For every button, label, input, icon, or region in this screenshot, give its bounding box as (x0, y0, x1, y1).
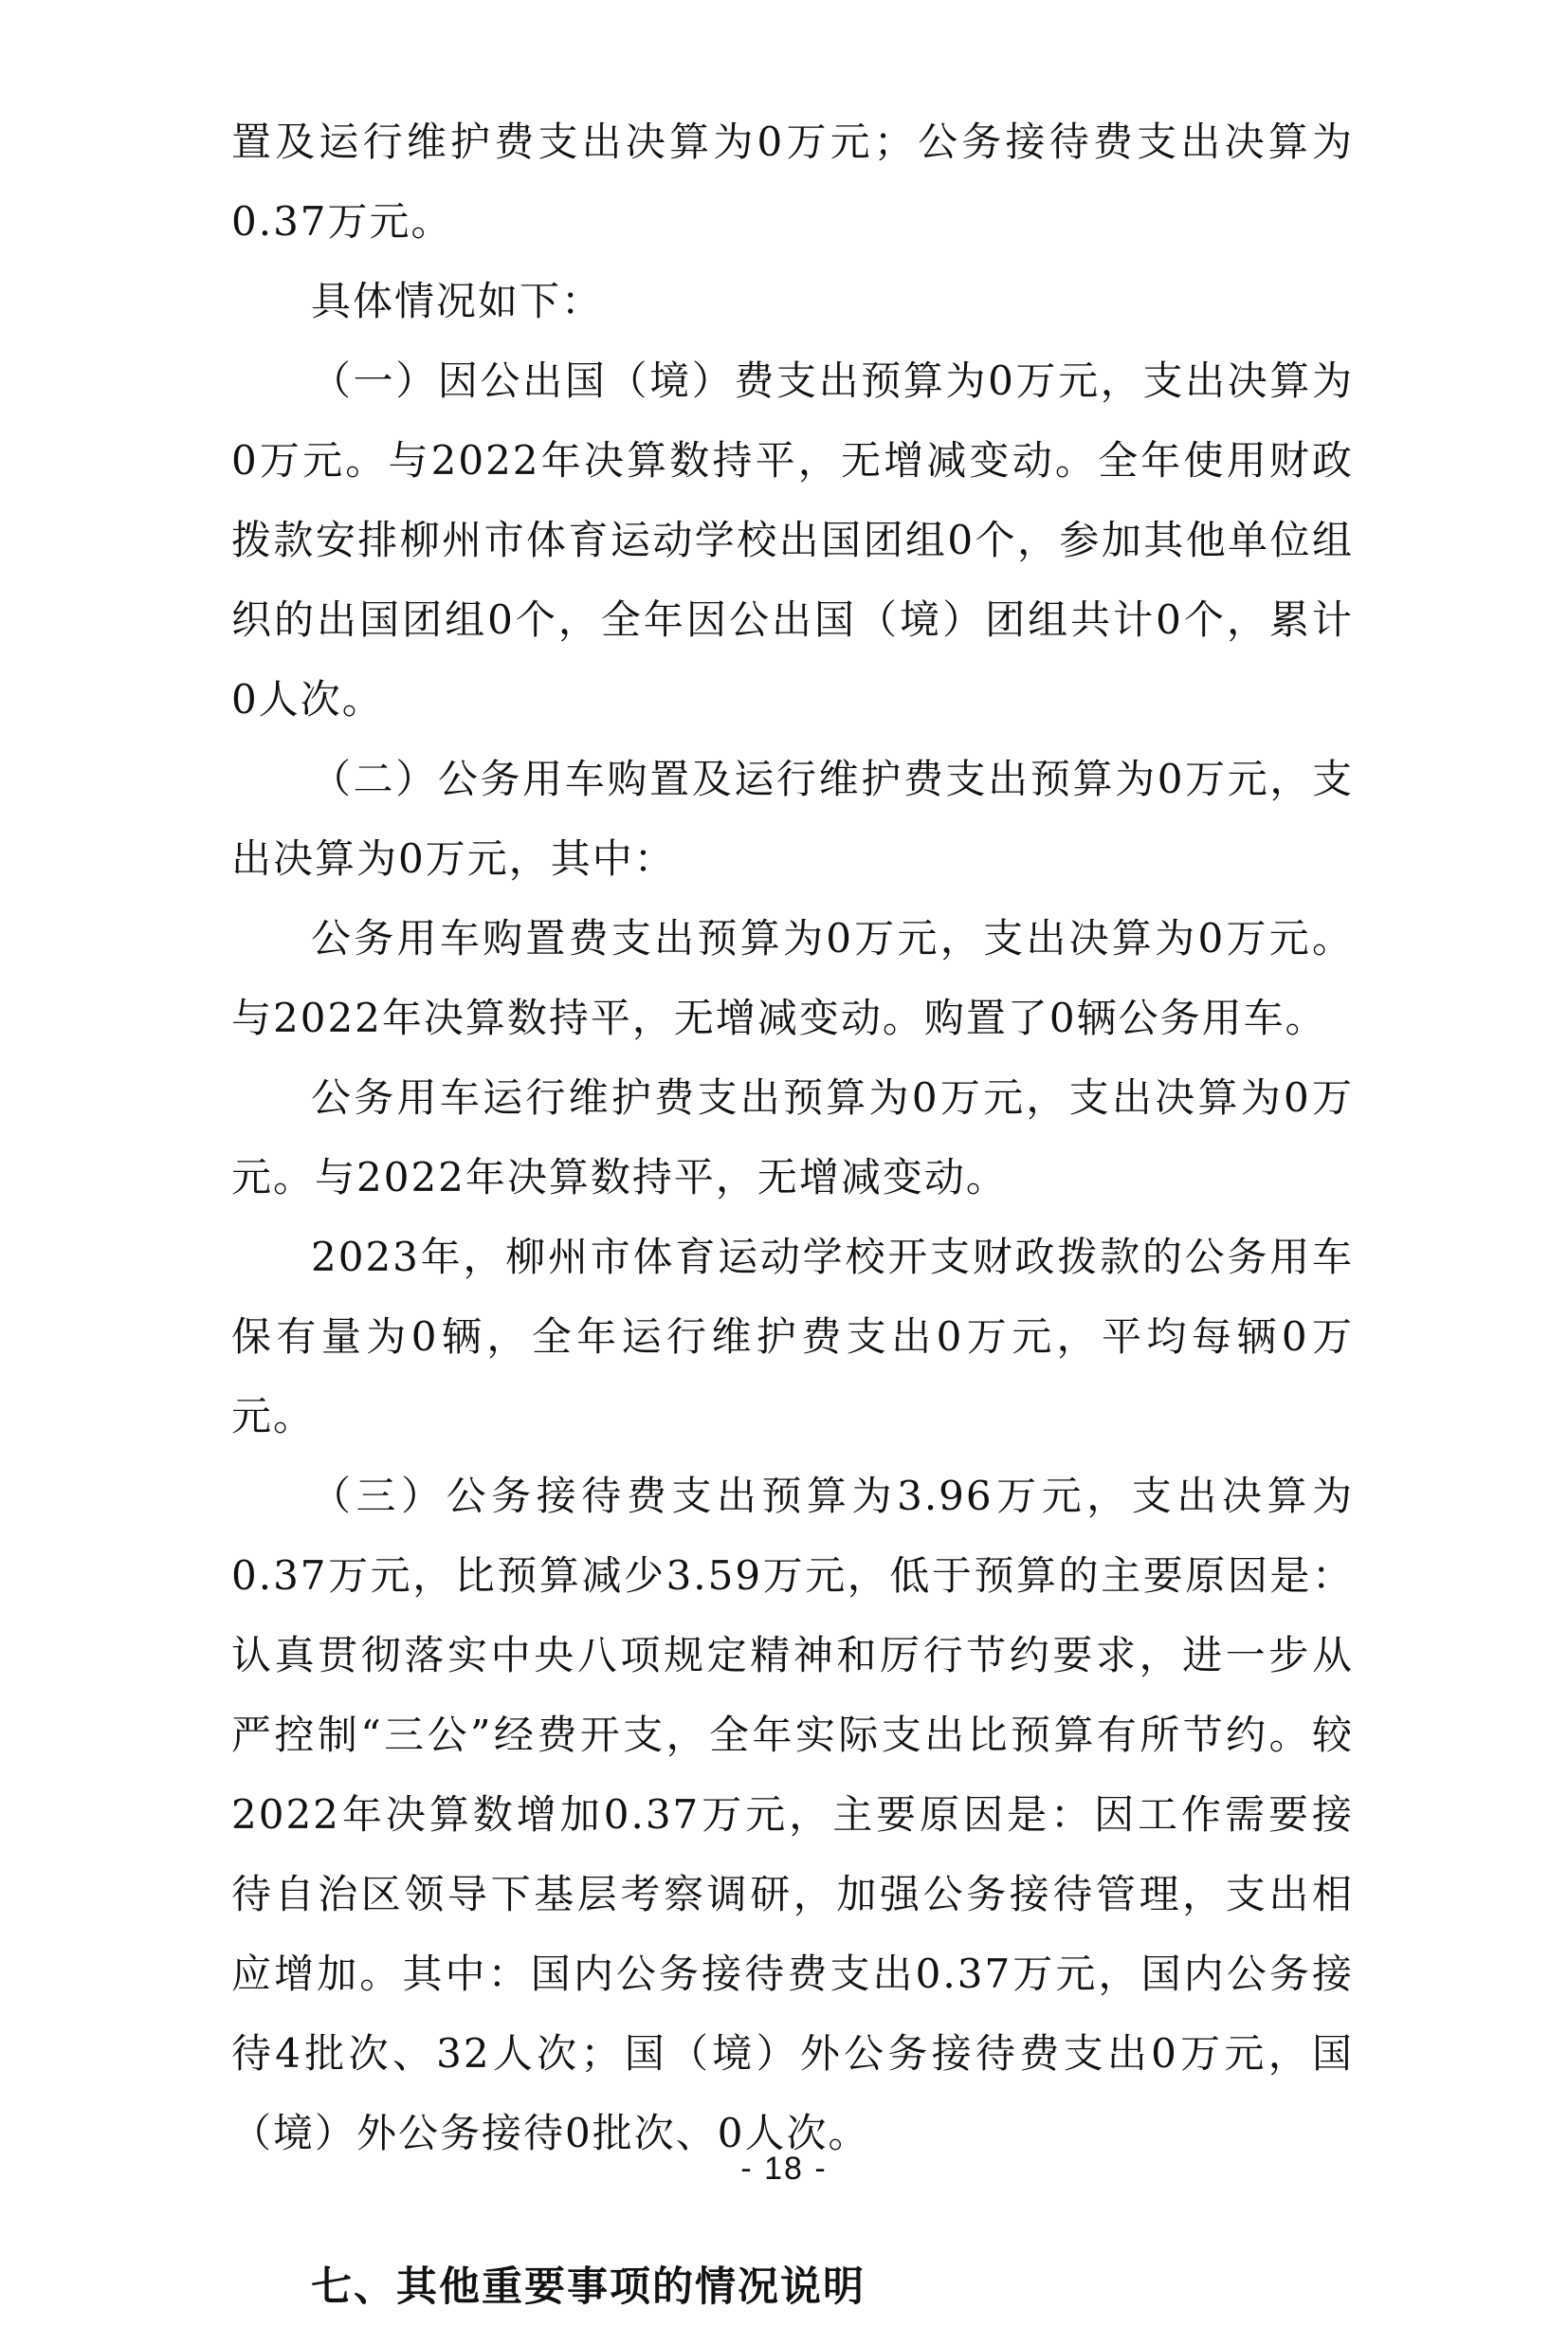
document-body (231, 102, 1354, 2327)
paragraph-reception: （三）公务接待费支出预算为3.96万元，支出决算为0.37万元，比预算减少3.59万元，低于预算的主要原因是：认真贯彻落实中央八项规定精神和厉行节约要求，进一步从严控制“三公”经费开支，全年实际支出比预算有所节约。较2022年决算数增加0.37万元，主要原因是：因工作需要接待自治区领导下基层考察调研，加强公务接待管理，支出相应增加。其中：国内公务接待费支出0.37万元，国内公务接待4批次、32人次；国（境）外公务接待费支出0万元，国（境）外公务接待0批次、0人次。 (231, 1473, 1354, 2156)
paragraph-continuation: 置及运行维护费支出决算为0万元；公务接待费支出决算为0.37万元。 (231, 119, 1354, 245)
paragraph-vehicle-operation: 公务用车运行维护费支出预算为0万元，支出决算为0万元。与2022年决算数持平，无增减变动。 (231, 1074, 1354, 1200)
paragraph-vehicle-total: （二）公务用车购置及运行维护费支出预算为0万元，支出决算为0万元，其中： (231, 756, 1354, 882)
section-heading: 七、其他重要事项的情况说明 (311, 2263, 866, 2311)
paragraph-overseas-travel: （一）因公出国（境）费支出预算为0万元，支出决算为0万元。与2022年决算数持平，无增减变动。全年使用财政拨款安排柳州市体育运动学校出国团组0个，参加其他单位组织的出国团组0个，全年因公出国（境）团组共计0个，累计0人次。 (231, 357, 1354, 723)
paragraph-intro: 具体情况如下： (311, 278, 604, 324)
paragraph-vehicle-purchase: 公务用车购置费支出预算为0万元，支出决算为0万元。与2022年决算数持平，无增减变动。购置了0辆公务用车。 (231, 915, 1354, 1041)
page-number: - 18 - (740, 2151, 828, 2187)
paragraph-vehicle-holdings: 2023年，柳州市体育运动学校开支财政拨款的公务用车保有量为0辆，全年运行维护费支出0万元，平均每辆0万元。 (231, 1234, 1354, 1439)
